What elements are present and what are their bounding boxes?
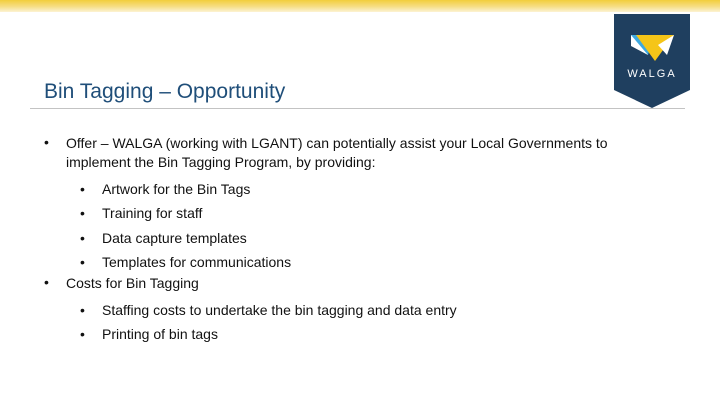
bullet-marker: • <box>80 181 85 197</box>
bullet-marker: • <box>80 326 85 342</box>
bullet-marker: • <box>80 230 85 246</box>
offer-text-line1: – WALGA (working with LGANT) can potentially assist your Local Governments to <box>96 135 608 151</box>
bullet-marker: • <box>80 302 85 318</box>
offer-lead: Offer <box>66 135 97 151</box>
sub-bullet-text: Training for staff <box>102 205 203 221</box>
sub-bullet-text: Artwork for the Bin Tags <box>102 181 251 197</box>
sub-bullet-text: Printing of bin tags <box>102 326 218 342</box>
bullet-marker: • <box>44 134 49 150</box>
slide-title: Bin Tagging – Opportunity <box>44 80 286 103</box>
costs-text: Costs for Bin Tagging <box>66 275 199 291</box>
logo-wordmark: WALGA <box>627 68 677 80</box>
sub-bullet-text: Data capture templates <box>102 230 247 246</box>
sub-bullet-text: Staffing costs to undertake the bin tagging and data entry <box>102 302 457 318</box>
sub-bullet-text: Templates for communications <box>102 254 292 270</box>
offer-text-line2: implement the Bin Tagging Program, by providing: <box>66 154 376 170</box>
bullet-marker: • <box>80 254 85 270</box>
bullet-marker: • <box>80 205 85 221</box>
bullet-marker: • <box>44 274 49 290</box>
